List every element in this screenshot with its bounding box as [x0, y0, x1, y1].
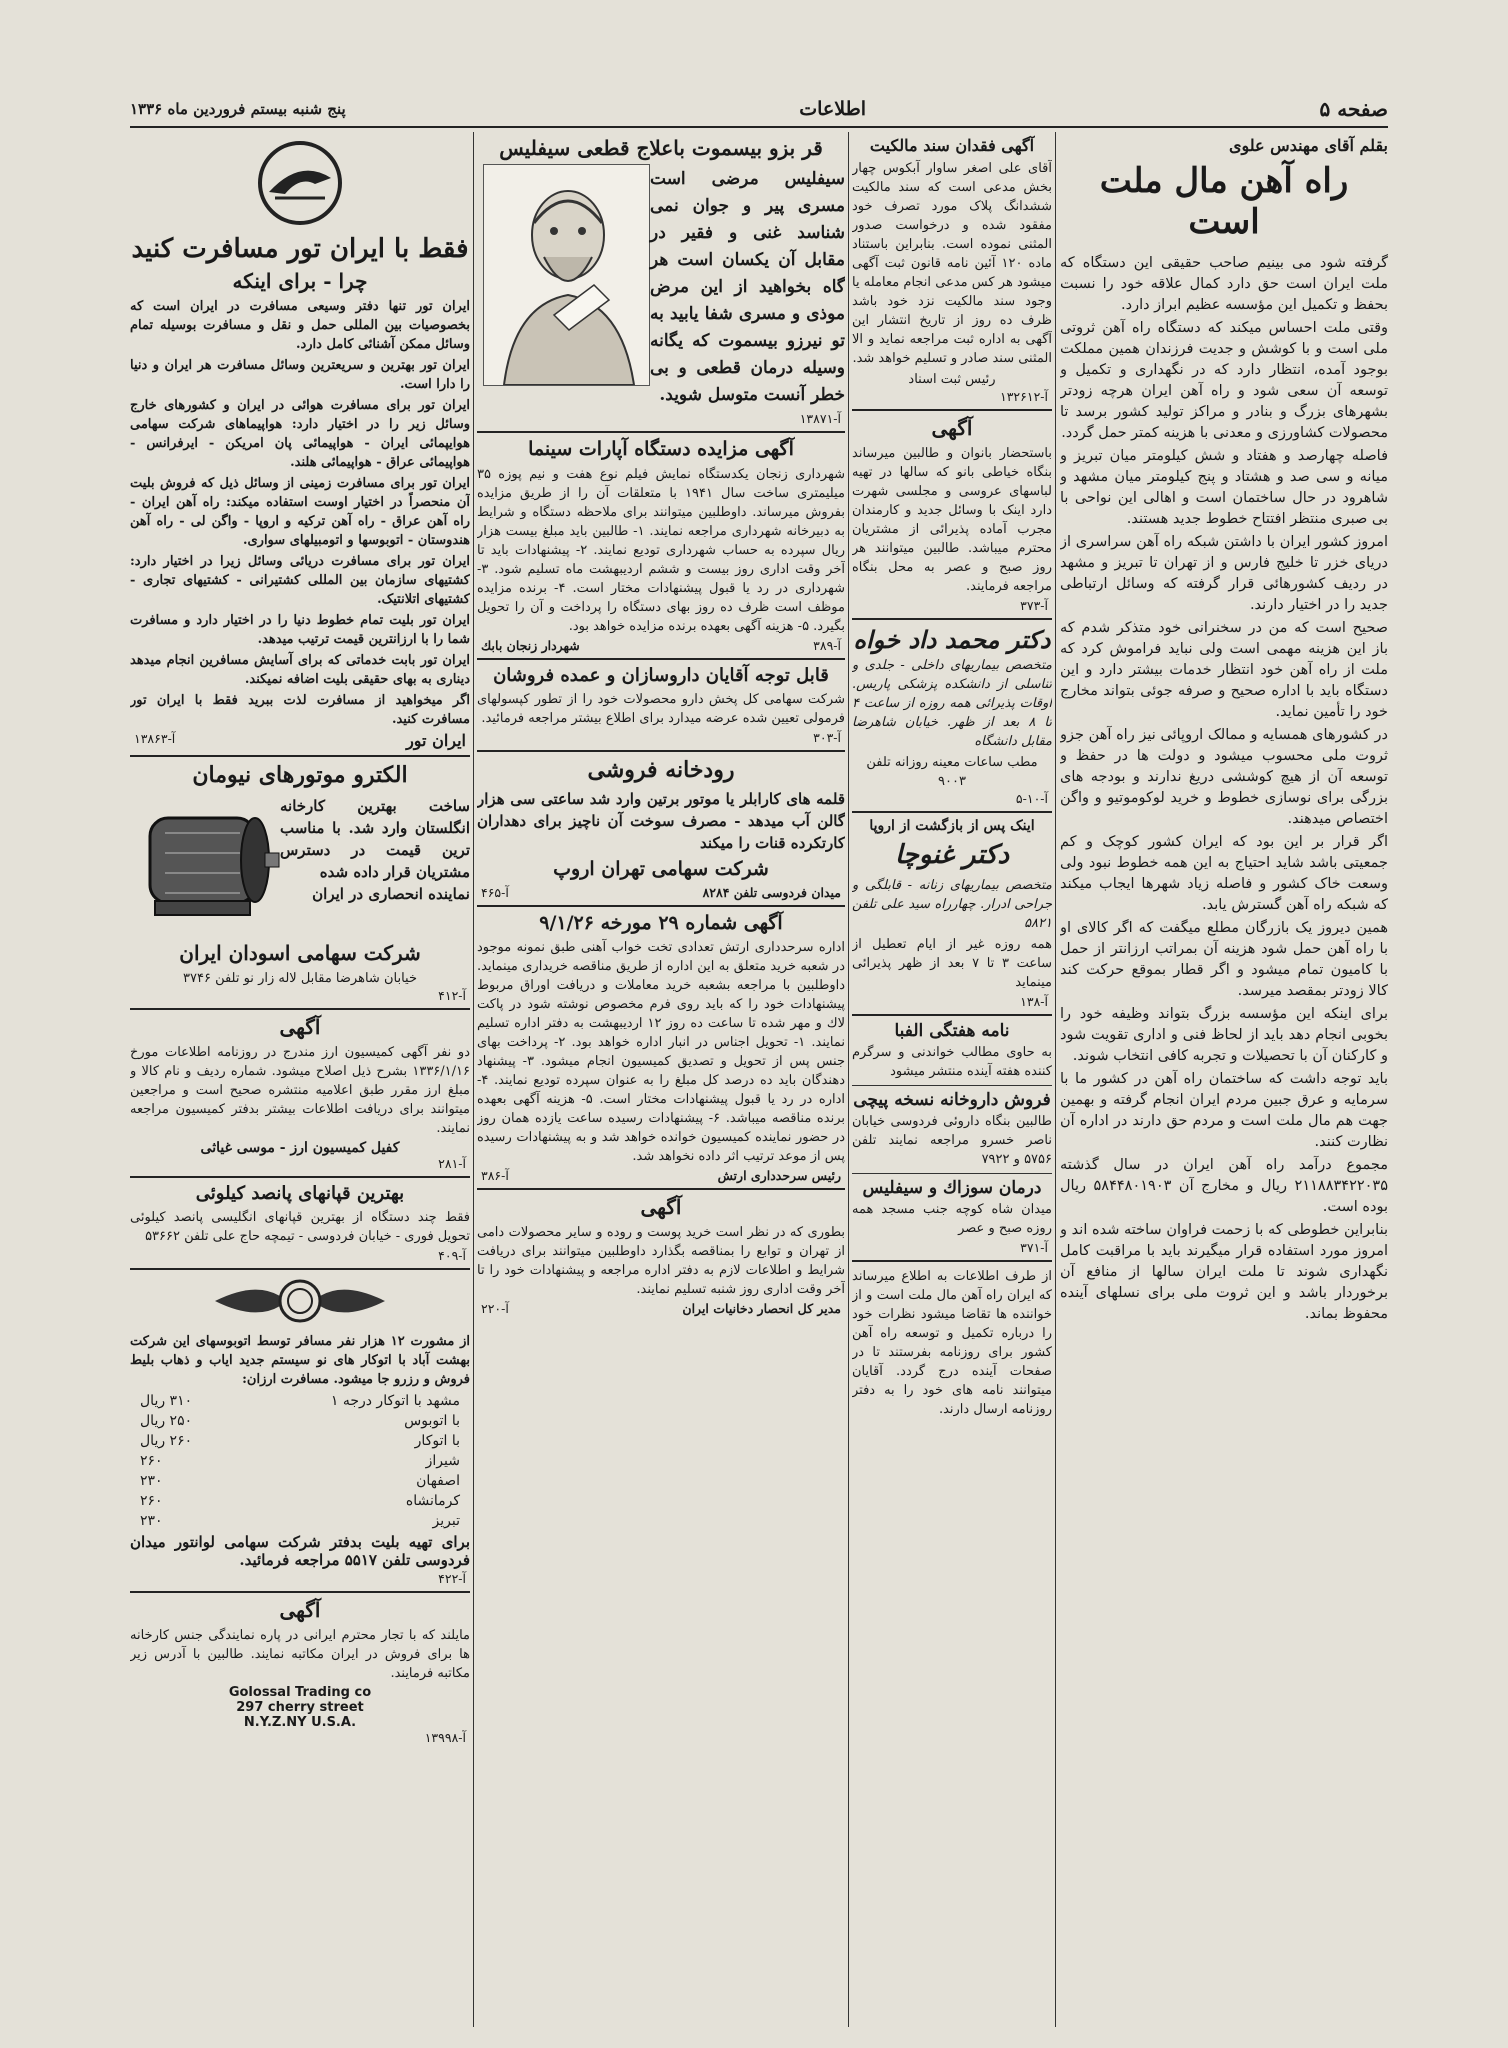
fare-route: اصفهان [416, 1473, 460, 1490]
ad-signature: مدیر کل انحصار دخانیات ایران [682, 1301, 841, 1317]
ad-text: سیفلیس مرضی است مسری پیر و جوان نمی شناسد غنی و فقیر در مقابل آن یکسان است هر گاه بخواهید از این مرض موذی و مسری شفا یابید به تو نیرزو بیسموت که یگانه وسیله درمان قطعی و بی خطر آنست متوسل شوید. [650, 169, 845, 405]
ad-code [130, 1156, 470, 1171]
company-name: شرکت سهامی اسودان ایران [179, 940, 421, 965]
company-address: خیابان شاهرضا مقابل لاله زار نو تلفن ۳۷۴۶ [183, 970, 417, 986]
divider [130, 1591, 470, 1593]
ad-signature: شهردار زنجان بابك [481, 637, 580, 653]
doctor-name: دکتر محمد داد خواه [853, 625, 1051, 655]
doctor-details: متخصص بیماریهای زنانه - قابلگی و جراحی ادرار. چهارراه سید علی تلفن ۵۸۲۱ [852, 878, 1052, 932]
motor-ad [130, 793, 470, 937]
ad-code [477, 1168, 845, 1183]
ad-text: باستحضار بانوان و طالبین میرساند بنگاه خیاطی بانو که سالها در تهیه لباسهای عروسی و مجلسی شهرت دارد اینک با وسائل جدید و کارمندان مجرب آماده پذیرائی از مشتریان محترم میباشد. طالبین میتوانند هر روز صبح و عصر به محل بنگاه مراجعه فرمایند. [852, 446, 1052, 595]
ad-point: ایران تور بابت خدماتی که برای آسایش مسافرین انجام میدهد دیناری به بهای حقیقی بلیت اضافه نمیکند. [130, 653, 470, 688]
ad-footer: برای تهیه بلیت بدفتر شرکت سهامی لوانتور میدان فردوسی تلفن ۵۵۱۷ مراجعه فرمائید. [130, 1533, 470, 1570]
ad-title: قابل توجه آقایان داروسازان و عمده فروشان [493, 664, 829, 686]
ad-point: ایران تور تنها دفتر وسیعی مسافرت در ایران است که بخصوصیات بین المللی حمل و نقل و مسافرت بوسیله تمام وسائل ممکن آشنائی کامل دارد. [130, 299, 470, 353]
ad-text: آقای علی اصغر ساوار آبکوس چهار بخش مدعی است که سند مالکیت ششدانگ پلاک مورد تصرف خود مفقود شده و درخواست صدور المثنی نموده است. بنابراین باستناد ماده ۱۲۰ آئین نامه قانون ثبت آگهی میشود هر کس مدعی انجام معامله یا وجود سند مالکیت نزد خود باشد ظرف ده روز از تاریخ انتشار این آگهی به اداره ثبت مراجعه نماید و الا المثنی سند صادر و تسلیم خواهد شد. [852, 161, 1052, 367]
english-company: Golossal Trading co [228, 1685, 372, 1701]
article-paragraph: مجموع درآمد راه آهن ایران در سال گذشته ۲۱۱۸۸۳۴۲۲۰۳۵ ریال و مخارج آن ۵۸۴۴۸۰۱۹۰۳ ریال بوده است. [1060, 1156, 1388, 1215]
ad-code [852, 791, 1052, 806]
company-address: میدان فردوسی تلفن ۸۲۸۴ [702, 884, 841, 900]
ad-text: ساخت بهترین کارخانه انگلستان وارد شد. با مناسب ترین قیمت در دسترس مشتریان قرار داده شده [280, 796, 470, 881]
airline-logo [130, 138, 470, 228]
article-paragraph: برای اینکه این مؤسسه بزرگ بتواند وظیفه خود را بخوبی انجام دهد باید از لحاظ فنی و اداری تقویت شود و کارکنان آن با تحصیلات و تجربه کافی انتخاب شوند. [1060, 1005, 1388, 1064]
ad-syphilis [477, 164, 845, 411]
motor-agent: نماینده انحصاری در ایران [312, 884, 470, 903]
divider [852, 811, 1052, 813]
top-rule [130, 126, 1388, 128]
fare-route: مشهد با اتوکار درجه ۱ [330, 1393, 460, 1410]
ad-points [130, 297, 470, 729]
article-paragraph: وقتی ملت احساس میکند که دستگاه راه آهن ثروتی ملی است و با کوشش و جدیت فرزندان همین مملکت بوجود آمده، انتظار دارد که در نگهداری و تکمیل و توسعه آن سعی شود و راه آهن ایران هرچه زودتر بشهرهای بزرگ و بنادر و مراکز تولید کشور برسد تا محصولات کشاورزی و معدنی با هزینه کمتر حمل گردد. [1060, 319, 1388, 441]
ad-code [852, 389, 1052, 404]
ad-text: شهرداری زنجان یکدستگاه نمایش فیلم نوع هفت و نیم پوزه ۳۵ میلیمتری ساخت سال ۱۹۴۱ با متعلقات آن را از طریق مزایده بفروش میرساند. داوطلبین میتوانند برای ملاحظه دستگاه و شرایط به دبیرخانه شهرداری مراجعه نمایند. ۱- طالبین باید مبلغ بیست هزار ریال سپرده به حساب شهرداری تودیع نمایند. ۲- پیشنهادات باید تا آخر وقت اداری روز بیست و ششم اردیبهشت ماه تسلیم شود. ۳- شهرداری در رد یا قبول پیشنهادات مختار است. ۴- برنده مزایده موظف است ظرف ده روز بهای دستگاه را پرداخت و آن را تحویل بگیرد. ۵- هزینه آگهی بعهده برنده مزایده خواهد بود. [477, 466, 845, 634]
doctor-hours: همه روزه غیر از ایام تعطیل از ساعت ۳ تا ۷ بعد از ظهر پذیرائی مینماید [852, 937, 1052, 991]
ad-title: الکترو موتورهای نیومان [192, 762, 408, 789]
ad-code [130, 1571, 470, 1586]
ad-code [130, 1730, 470, 1745]
ad-code-text: آ-۴۰۹ [438, 1248, 466, 1264]
ad-title: آگهی فقدان سند مالکیت [869, 136, 1035, 155]
motor-illustration [130, 793, 280, 937]
masthead [130, 92, 1388, 126]
ad-code [130, 988, 470, 1003]
divider [852, 1014, 1052, 1016]
ad-title: آگهی [931, 416, 973, 441]
fare-row [130, 1451, 470, 1471]
electric-motor-icon [130, 793, 280, 933]
winged-badge-icon [210, 1276, 390, 1326]
ad-code [477, 1301, 845, 1316]
fare-price: ۲۵۰ ریال [140, 1413, 193, 1430]
fare-price: ۲۳۰ [140, 1513, 163, 1530]
ads-column-2 [852, 132, 1052, 2027]
ad-code-text: آ-۳۷۱ [1020, 1240, 1048, 1256]
column-rule [1055, 132, 1056, 2027]
ad-code-text: آ-۴۶۵ [481, 884, 509, 900]
ad-signature: رئیس سرحدداری ارتش [717, 1168, 841, 1184]
portrait-illustration [483, 164, 650, 386]
fare-row [130, 1471, 470, 1491]
ad-text: شرکت سهامی کل پخش دارو محصولات خود را از تطور کپسولهای فرمولی تعیین شده عرضه میدارد برای اطلاع بیشتر مراجعه فرمائید. [477, 692, 845, 727]
brand-name: ایران تور [406, 731, 466, 751]
ads-column-3 [477, 132, 845, 2027]
ad-text: مایلند که با تجار محترم ایرانی در پاره نمایندگی جنس کارخانه ها برای فروش در ایران مکاتبه نمایند. طالبین با آدرس زیر مکاتبه فرمایند. [130, 1628, 470, 1682]
fare-row [130, 1411, 470, 1431]
ad-code-text: آ-۴۲۲ [438, 1571, 466, 1587]
divider [130, 1268, 470, 1270]
article-paragraph: در کشورهای همسایه و ممالک اروپائی نیز راه آهن جزو ثروت ملی محسوب میشود و دولت ها در حفظ و توسعه آن از هیچ کوششی دریغ ندارند و بودجه های بزرگی برای نوسازی خطوط و خرید لوکوموتیو و واگن اختصاص میدهند. [1060, 726, 1388, 827]
divider [852, 618, 1052, 620]
divider [130, 1008, 470, 1010]
article-column [1060, 132, 1388, 2027]
ad-title: فقط با ایران تور مسافرت کنید [131, 234, 469, 264]
ad-code [477, 730, 845, 745]
article-byline: بقلم آقای مهندس علوی [1228, 136, 1388, 155]
ad-text: میدان شاه کوچه جنب مسجد همه روزه صبح و عصر [852, 1202, 1052, 1237]
ad-title: آگهی شماره ۲۹ مورخه ۹/۱/۲۶ [539, 911, 783, 934]
fare-row [130, 1491, 470, 1511]
ad-code-text: آ-۳۰۳ [813, 730, 841, 746]
ads-column-4 [130, 132, 470, 2027]
ad-code-text: آ-۱۳۲۶۱۲ [1000, 389, 1048, 405]
doctor-note: مطب ساعات معینه روزانه تلفن ۹۰۰۳ [866, 755, 1038, 790]
divider [477, 750, 845, 752]
divider [852, 409, 1052, 411]
ad-point: ایران تور برای مسافرت دریائی وسائل زیرا در اختیار دارد: کشتیهای سازمان بین المللی کشتیرانی - کشتیهای تجاری - کشتیهای اتلانتیک. [130, 554, 470, 608]
ad-code [852, 1240, 1052, 1255]
english-city: N.Y.Z.NY U.S.A. [243, 1715, 357, 1731]
ad-text: فقط چند دستگاه از بهترین قپانهای انگلیسی پانصد کیلوئی تحویل فوری - خیابان فردوسی - تیمچه حاج علی تلفن ۵۳۶۶۲ [130, 1210, 470, 1245]
ad-text: بطوری که در نظر است خرید پوست و روده و سایر محصولات دامی از تهران و توابع را بمناقصه بگذارد داوطلبین میتوانند برای دریافت شرایط و اطلاعات لازم به دفتر اداره مراجعه و پیشنهادات خود را تا آخر وقت اداری روز شنبه تسلیم نمایند. [477, 1225, 845, 1298]
ad-code [852, 598, 1052, 613]
divider [477, 431, 845, 433]
fare-row [130, 1511, 470, 1531]
ad-code-text: آ-۲۲۰ [481, 1301, 509, 1317]
divider [130, 1176, 470, 1178]
ad-code [130, 731, 470, 750]
fare-route: تبریز [432, 1513, 460, 1530]
ad-subtitle: چرا - برای اینکه [232, 269, 368, 294]
article-paragraph: صحیح است که من در سخنرانی خود متذکر شدم که باز این هزینه مهمی است ولی نباید فراموش کرد که ملت از راه آهن خود انتظار خدمات بیشتر دارد و این دستگاه باید با اداره صحیح و صرفه جوئی بتواند مخارج خود را تأمین نماید. [1060, 619, 1388, 720]
ad-text: به حاوی مطالب خواندنی و سرگرم کننده هفته آینده منتشر میشود [852, 1045, 1052, 1080]
fare-route: شیراز [425, 1453, 460, 1470]
ad-title: نامه هفتگی الفبا [894, 1021, 1010, 1042]
ad-title: آگهی [640, 1195, 682, 1220]
ad-title: فروش داروخانه نسخه پیچی [853, 1090, 1051, 1111]
fare-price: ۲۶۰ ریال [140, 1433, 193, 1450]
ad-code-text: آ-۱۳۸ [1020, 994, 1048, 1010]
ad-title: درمان سوزاك و سیفلیس [862, 1178, 1042, 1199]
article-paragraph: فاصله چهارصد و هفتاد و شش کیلومتر میان تبریز و میانه و سی صد و هشتاد و پنج کیلومتر میان مشهد و شاهرود در حال ساختمان است و اهالی این نواحی با بی صبری منتظر افتتاح خطوط جدید هستند. [1060, 447, 1388, 527]
column-rule [848, 132, 849, 2027]
page-number: صفحه ۵ [1319, 97, 1388, 121]
article-paragraph: همین دیروز یک بازرگان مطلع میگفت که اگر کالای او با راه آهن حمل شود هزینه آن بمراتب ارزانتر از حمل با کامیون تمام میشود و اگر قطار بموقع حرکت کند کالا زودتر بمقصد میرسد. [1060, 919, 1388, 999]
ad-code [477, 638, 845, 653]
fare-route: با اتوکار [414, 1433, 460, 1450]
ad-code-text: آ-۳۸۹ [813, 637, 841, 653]
doctor-details: متخصص بیماریهای داخلی - جلدی و تناسلی از دانشکده پزشکی پاریس. اوقات پذیرائی همه روزه از ساعت ۴ تا ۸ بعد از ظهر. خیابان شاهرضا مقابل دانشگاه [852, 658, 1052, 750]
article-body [1060, 253, 1388, 1325]
divider [477, 1188, 845, 1190]
fare-price: ۲۶۰ [140, 1453, 163, 1470]
ad-signature: رئیس ثبت اسناد [908, 372, 996, 388]
ad-text: قلمه های کارابلر یا موتور برتین وارد شد ساعتی سی هزار گالن آب میدهد - مصرف سوخت آن ناچیز برای دهداران کارتکرده قنات را میکند [477, 789, 845, 852]
airline-logo-icon [255, 138, 345, 228]
divider [477, 905, 845, 907]
article-paragraph: اگر قرار بر این بود که ایران کشور کوچک و کم جمعیتی باشد شاید احتیاج به این همه خطوط نبود ولی وسعت خاک کشور و فاصله زیاد شهرها ایجاب میکند که شبکه راه آهن گسترش یابد. [1060, 833, 1388, 913]
ad-code-text: آ-۲۸۱ [438, 1155, 466, 1171]
man-portrait-icon [484, 165, 649, 385]
fare-table [130, 1391, 470, 1531]
ad-text: طالبین بنگاه داروئی فردوسی خیابان ناصر خسرو مراجعه نمایند تلفن ۵۷۵۶ و ۷۹۲۲ [852, 1114, 1052, 1168]
bus-company-logo [130, 1276, 470, 1326]
ad-text: دو نفر آگهی کمیسیون ارز مندرج در روزنامه اطلاعات مورخ ۱۳۳۶/۱/۱۶ بشرح ذیل اصلاح میشود. شماره ردیف و نام کالا و مبلغ ارز مقرر طبق اعلامیه منتشره صحیح است و مراجعین میتوانند برای دریافت اطلاعات بیشتر بدفتر کمیسیون مراجعه نمایند. [130, 1044, 470, 1136]
divider [852, 1260, 1052, 1262]
english-street: 297 cherry street [236, 1700, 364, 1716]
doctor-name: دکتر غنوچا [894, 840, 1010, 871]
ad-point: ایران تور برای مسافرت هوائی در ایران و کشورهای خارج وسائل زیر را در اختیار دارد: هواپیماهای شرکت سهامی هوایپمائی ایران - هواپیمائی پان امریکن - ایرفرانس - هواپیمائی عراق - هواپیمائی هلند. [130, 398, 470, 471]
issue-date: پنج شنبه بیستم فروردین ماه ۱۳۳۶ [130, 100, 346, 118]
ad-code-text: آ-۱۳۸۷۱ [799, 411, 841, 426]
fare-price: ۳۱۰ ریال [140, 1393, 193, 1410]
ad-title: قر بزو بیسموت باعلاج قطعی سیفلیس [499, 136, 823, 160]
ad-point: ایران تور برای مسافرت زمینی از وسائل ذیل که فروش بلیت آن منحصراً در اختیار اوست استفاده میکند: راه آهن ایران - راه آهن عراق - راه آهن ترکیه و اروپا - واگن لی - راه آهن هندوستان - اتوبوسها و اتومبیلهای سواری. [130, 476, 470, 549]
ad-title: آگهی مزایده دستگاه آپارات سینما [528, 438, 794, 460]
divider [130, 755, 470, 757]
ad-code-text: آ-۱۰-۵ [1015, 791, 1048, 807]
article-paragraph: بنابراین خطوطی که با زحمت فراوان ساخته شده اند و امروز مورد استفاده قرار میگیرند باید با مراقبت کامل نگهداری شوند تا ملت ایران سالها از منافع آن برخوردار باشد و این ثروت ملی برای نسلهای آینده محفوظ بماند. [1060, 1221, 1388, 1322]
doctor-return: اینک پس از بازگشت از اروپا [869, 818, 1035, 835]
paper-name: اطلاعات [799, 98, 866, 120]
ad-code [477, 411, 845, 426]
ad-text: اداره سرحدداری ارتش تعدادی تخت خواب آهنی طبق نمونه موجود در شعبه خرید متعلق به این اداره از طریق مناقصه خریداری مینماید. داوطلبین با مراجعه بشعبه خرید معاملات و دریافت اوراق مربوط پیشنهادات خود را که باید روی فرم مخصوص نوشته شود در پاکت لاك و مهر شده تا ساعت ده روز ۱۲ اردیبهشت به دفتر اداره تسلیم نمایند. ۱- تحویل اجناس در انبار اداره خواهد بود. ۲- پرداخت بهای جنس پس از تحویل و تصدیق کمیسیون انجام میشود. ۳- پیشنهاد دهندگان باید ده درصد کل مبلغ را به عنوان سپرده تودیع نمایند. ۴- اداره در رد یا قبول پیشنهادات مختار است. ۵- هزینه آگهی بعهده برنده مناقصه میباشد. ۶- پیشنهادات رسیده ساعت یازده همان روز در حضور نماینده کمیسیون خوانده خواهد شد و به پیشنهادات رسیده پس از موعد ترتیب اثر داده نخواهد شد. [477, 940, 845, 1165]
divider [852, 1173, 1052, 1174]
ad-code [130, 1248, 470, 1263]
ad-code-text: آ-۴۱۲ [438, 987, 466, 1003]
ad-point: ایران تور بهترین و سریعترین وسائل مسافرت هر ایران و دنیا را دارا است. [130, 358, 470, 393]
ad-title: بهترین قپانهای پانصد کیلوئی [195, 1182, 405, 1204]
ad-point: ایران تور بلیت تمام خطوط دنیا را در اختیار دارد و مسافرت شما را با ارزانترین قیمت ترتیب میدهد. [130, 613, 470, 648]
article-title: راه آهن مال ملت است [1099, 161, 1349, 242]
fare-route: با اتوبوس [404, 1413, 460, 1430]
ad-point: اگر میخواهید از مسافرت لذت ببرید فقط با ایران تور مسافرت کنید. [130, 693, 470, 728]
ad-title: آگهی [279, 1598, 321, 1623]
ad-code [852, 994, 1052, 1009]
ad-code-text: آ-۳۷۳ [1020, 598, 1048, 614]
article-paragraph: باید توجه داشت که ساختمان راه آهن در کشور ما با سرمایه و عرق جبین مردم ایران انجام گرفته و بهمین جهت هم مال ملت است و مردم حق دارند در اداره آن نظارت کنند. [1060, 1070, 1388, 1150]
fare-price: ۲۳۰ [140, 1473, 163, 1490]
ad-code-text: آ-۳۸۶ [481, 1168, 509, 1184]
ad-code-text: آ-۱۳۸۶۳ [134, 731, 176, 747]
article-paragraph: امروز کشور ایران با داشتن شبکه راه آهن سراسری از دریای خزر تا خلیج فارس و از تهران تا تبریز و مشهد در ردیف کشورهائی قرار گرفته که وسائل ارتباطی جدید را در اختیار دارند. [1060, 533, 1388, 613]
fare-row [130, 1391, 470, 1411]
ad-signature: کفیل کمیسیون ارز - موسی غیاثی [200, 1139, 400, 1156]
article-paragraph: گرفته شود می بینیم صاحب حقیقی این دستگاه که ملت ایران است حق دارد کمال علاقه خود را نسبت بحفظ و تکمیل این مؤسسه عظیم ابراز دارد. [1060, 254, 1388, 313]
fare-price: ۲۶۰ [140, 1493, 163, 1510]
ad-title: رودخانه فروشی [587, 757, 735, 784]
column-rule [473, 132, 474, 2027]
ad-text: از مشورت ۱۲ هزار نفر مسافر توسط اتوبوسهای این شرکت بهشت آباد با اتوکار های نو سیستم جدید ایاب و ذهاب بلیط فروش و رزرو جا میشود. مسافرت ارزان: [130, 1334, 470, 1388]
ad-text: از طرف اطلاعات به اطلاع میرساند که ایران راه آهن مال ملت است و از خواننده ها تقاضا میشود نظرات خود را درباره تکمیل و توسعه راه آهن کشور برای روزنامه بفرستند تا در صفحات آینده درج گردد. آقایان میتوانند نامه های خود را به دفتر روزنامه ارسال دارند. [852, 1269, 1052, 1418]
divider [852, 1085, 1052, 1086]
ad-code [477, 885, 845, 900]
ad-title: آگهی [279, 1014, 321, 1039]
fare-row [130, 1431, 470, 1451]
fare-route: کرمانشاه [405, 1493, 460, 1510]
ad-code-text: آ-۱۳۹۹۸ [424, 1730, 466, 1746]
divider [477, 658, 845, 660]
company-name: شرکت سهامی تهران اروپ [553, 857, 769, 880]
